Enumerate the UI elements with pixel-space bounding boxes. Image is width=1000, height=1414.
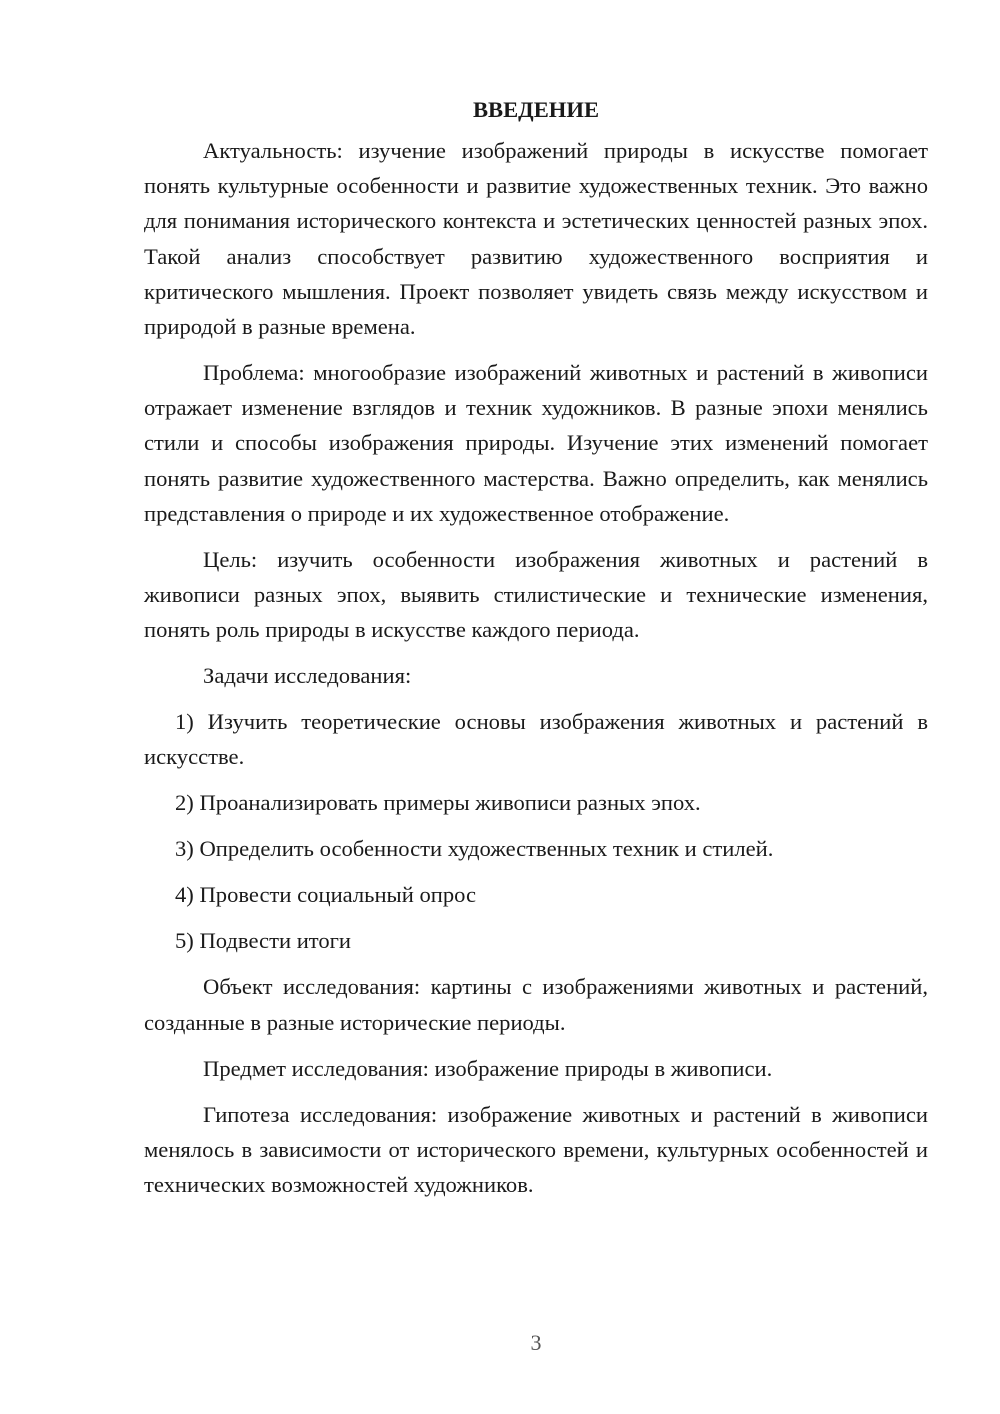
page-heading: ВВЕДЕНИЕ xyxy=(472,97,600,122)
tasks-list xyxy=(144,704,928,958)
goal-paragraph: Цель: изучить особенности изображения животных и растений в живописи разных эпох, выявить стилистические и технические изменения, понять роль природы в искусстве каждого периода. xyxy=(144,546,928,643)
object-paragraph: Объект исследования: картины с изображениями животных и растений, созданные в разные исторические периоды. xyxy=(144,974,928,1035)
task-item-3: 3) Определить особенности художественных техник и стилей. xyxy=(175,836,774,862)
task-item-1: 1) Изучить теоретические основы изображения животных и растений в искусстве. xyxy=(144,709,928,770)
subject-paragraph: Предмет исследования: изображение природы в живописи. xyxy=(203,1055,773,1081)
problem-paragraph: Проблема: многообразие изображений животных и растений в живописи отражает изменение взглядов и техник художников. В разные эпохи менялись стили и способы изображения природы. Изучение этих изменений помогает понять развитие художественного мастерства. Важно определить, как менялись представления о природе и их художественное отображение. xyxy=(144,360,928,526)
hypothesis-paragraph: Гипотеза исследования: изображение животных и растений в живописи менялось в зависимости от исторического времени, культурных особенностей и технических возможностей художников. xyxy=(144,1101,928,1198)
page-content xyxy=(144,92,928,1213)
task-item-4: 4) Провести социальный опрос xyxy=(175,882,477,908)
relevance-paragraph: Актуальность: изучение изображений природы в искусстве помогает понять культурные особенности и развитие художественных техник. Это важно для понимания исторического контекста и эстетических ценностей разных эпох. Такой анализ способствует развитию художественного восприятия и критического мышления. Проект позволяет увидеть связь между искусством и природой в разные времена. xyxy=(144,138,928,340)
task-item-5: 5) Подвести итоги xyxy=(175,928,352,954)
tasks-intro: Задачи исследования: xyxy=(203,663,412,689)
page-number: 3 xyxy=(530,1330,542,1355)
task-item-2: 2) Проанализировать примеры живописи разных эпох. xyxy=(175,790,701,816)
